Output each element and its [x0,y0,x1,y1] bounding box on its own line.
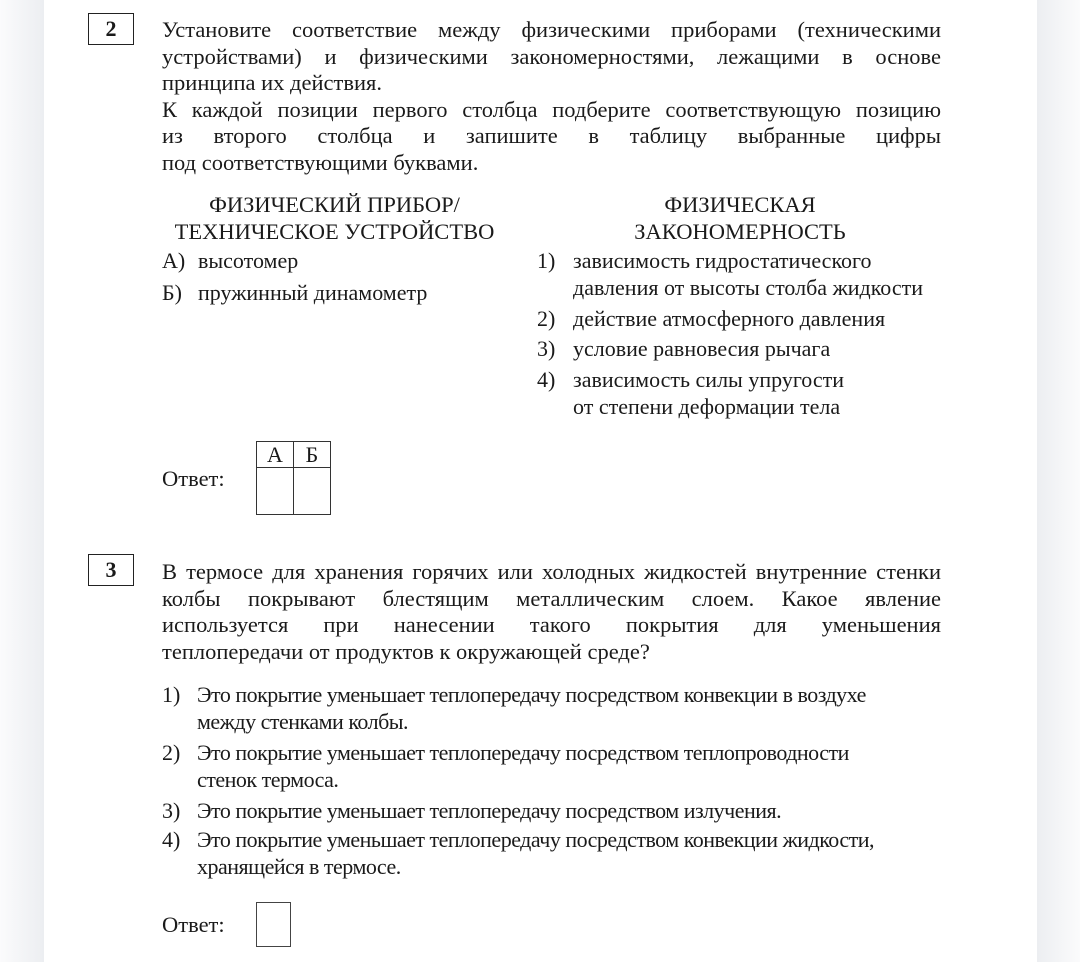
option-text: Это покрытие уменьшает теплопередачу посредством конвекции жидкости, [197,827,875,852]
device-item-a [162,247,298,274]
answer-label: Ответ: [162,912,225,937]
instruction-line: из второго столбца и запишите в таблицу выбранные цифры [162,123,941,148]
question-line: используется при нанесении такого покрытия для уменьшения [162,612,941,637]
option-3 [162,797,942,824]
question-line: В термосе для хранения горячих или холодных жидкостей внутренние стенки [162,559,941,584]
task-number-box [88,554,134,586]
answer-header-b: Б [294,442,331,468]
item-text: давления от высоты столба жидкости [573,275,924,300]
answer-header-a: А [257,442,294,468]
right-column-header [560,191,920,245]
option-text: Это покрытие уменьшает теплопередачу посредством излучения. [197,798,782,823]
item-text: зависимость силы упругости [573,367,844,392]
left-column-header [162,191,507,245]
option-label: 1) [162,682,181,707]
option-4 [162,826,942,880]
instruction-line: под соответствующими буквами. [162,149,479,175]
option-label: 2) [162,740,181,765]
answer-cell-b[interactable] [294,468,331,515]
option-label: 3) [162,798,181,823]
item-text: высотомер [198,248,299,273]
item-label: Б) [162,280,182,305]
item-label: А) [162,248,186,273]
item-label: 1) [537,248,556,273]
option-label: 4) [162,827,181,852]
task-number: 2 [105,16,117,41]
option-1 [162,681,942,735]
item-text: от степени деформации тела [573,394,841,419]
answer-box[interactable] [256,902,291,947]
option-text: стенок термоса. [197,767,339,792]
law-item-2 [537,305,885,332]
law-item-3 [537,335,830,362]
item-text: условие равновесия рычага [573,336,831,361]
item-label: 3) [537,336,556,361]
option-text: хранящейся в термосе. [197,854,401,879]
instruction-line: Установите соответствие между физическими приборами (техническими [162,17,941,42]
answer-cell-a[interactable] [257,468,294,515]
option-text: между стенками колбы. [197,709,409,734]
item-text: пружинный динамометр [198,280,428,305]
item-label: 4) [537,367,556,392]
question-line: колбы покрывают блестящим металлическим слоем. Какое явление [162,585,941,611]
header-line: ФИЗИЧЕСКАЯ [664,192,816,217]
header-line: ЗАКОНОМЕРНОСТЬ [634,219,846,244]
task-number-box [88,13,134,45]
item-text: зависимость гидростатического [573,248,872,273]
task2-instruction [162,17,941,176]
answer-label: Ответ: [162,466,225,491]
answer-table [256,441,331,515]
header-line: ФИЗИЧЕСКИЙ ПРИБОР/ [209,192,460,217]
option-text: Это покрытие уменьшает теплопередачу посредством конвекции в воздухе [197,682,866,707]
question-line: теплопередачи от продуктов к окружающей среде? [162,638,650,664]
device-item-b [162,279,427,306]
option-text: Это покрытие уменьшает теплопередачу посредством теплопроводности [197,740,849,765]
item-label: 2) [537,306,556,331]
law-item-4 [537,366,844,420]
item-text: действие атмосферного давления [573,306,886,331]
task-number: 3 [105,557,117,582]
instruction-line: устройствами) и физическими закономерностями, лежащими в основе [162,43,941,69]
header-line: ТЕХНИЧЕСКОЕ УСТРОЙСТВО [174,219,495,244]
law-item-1 [537,247,923,301]
task3-question [162,559,941,665]
option-2 [162,739,942,793]
instruction-line: К каждой позиции первого столбца подберите соответствующую позицию [162,96,941,122]
instruction-line: принципа их действия. [162,70,382,95]
